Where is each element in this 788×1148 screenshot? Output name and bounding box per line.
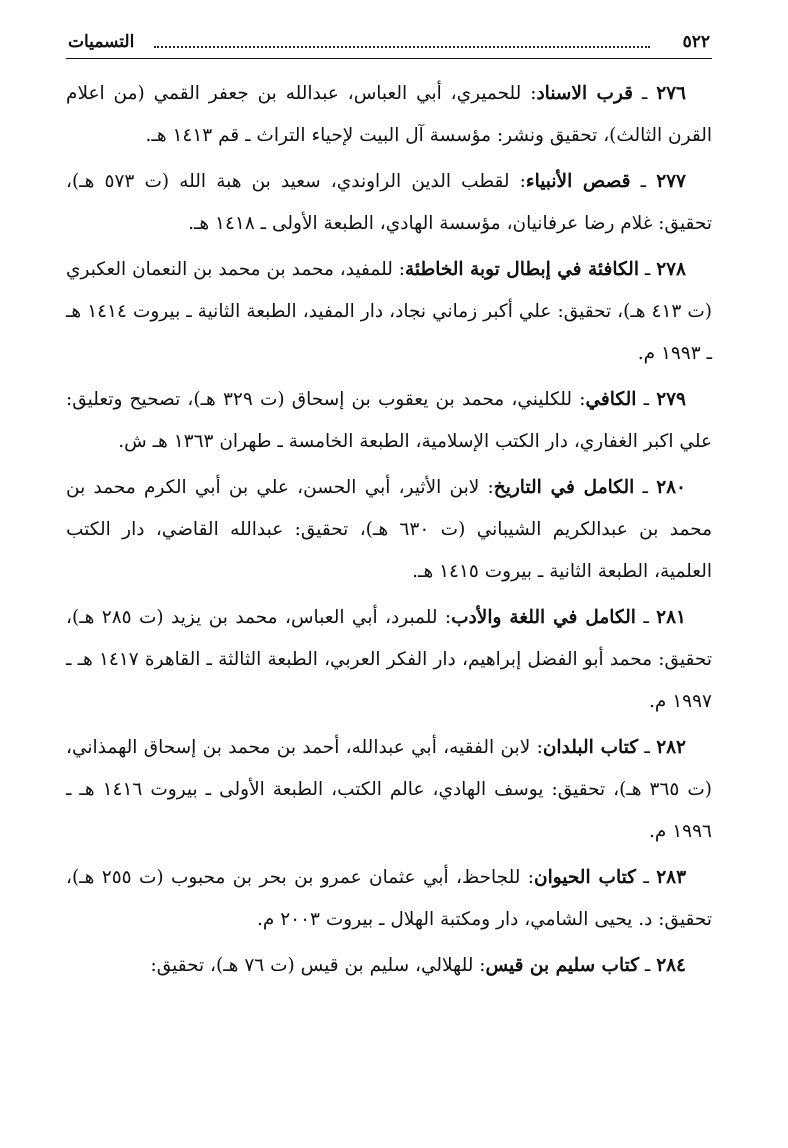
bibliography-entry: ٢٨١ ـ الكامل في اللغة والأدب: للمبرد، أبي العباس، محمد بن يزيد (ت ٢٨٥ هـ)، تحقيق: محمد أبو الفضل إبراهيم، دار الفكر العربي، الطبعة الثالثة ـ القاهرة ١٤١٧ هـ ـ ١٩٩٧ م. — [66, 607, 712, 712]
entry-number: ٢٧٩ — [656, 389, 686, 410]
entry-text: لابن الأثير، أبي الحسن، علي بن أبي الكرم محمد بن محمد بن عبدالكريم الشيباني (ت ٦٣٠ هـ)، تحقيق: عبدالله القاضي، دار الكتب العلمية، الطبعة الثانية ـ بيروت ١٤١٥ هـ. — [66, 477, 712, 582]
bibliography-entry: ٢٨٢ ـ كتاب البلدان: لابن الفقيه، أبي عبدالله، أحمد بن محمد بن إسحاق الهمذاني، (ت ٣٦٥ هـ)، تحقيق: يوسف الهادي، عالم الكتب، الطبعة الأولى ـ بيروت ١٤١٦ هـ ـ ١٩٩٦ م. — [66, 737, 712, 842]
page-number: ٥٢٢ — [682, 32, 710, 52]
entry-title: كتاب البلدان — [542, 737, 639, 758]
entry-number: ٢٨٠ — [656, 477, 686, 498]
book-page — [66, 30, 712, 1118]
entry-title: قرب الاسناد — [536, 83, 633, 104]
bibliography-entry: ٢٨٤ ـ كتاب سليم بن قيس: للهلالي، سليم بن قيس (ت ٧٦ هـ)، تحقيق: — [150, 955, 686, 976]
entry-number: ٢٨٤ — [656, 955, 686, 976]
entry-text: للجاحظ، أبي عثمان عمرو بن بحر بن محبوب (ت ٢٥٥ هـ)، تحقيق: د. يحيى الشامي، دار ومكتبة الهلال ـ بيروت ٢٠٠٣ م. — [66, 867, 712, 930]
header-dot-leader — [154, 46, 650, 48]
entry-text: لابن الفقيه، أبي عبدالله، أحمد بن محمد بن إسحاق الهمذاني، (ت ٣٦٥ هـ)، تحقيق: يوسف الهادي، عالم الكتب، الطبعة الأولى ـ بيروت ١٤١٦ هـ ـ ١٩٩٦ م. — [66, 737, 712, 842]
entry-text: للهلالي، سليم بن قيس (ت ٧٦ هـ)، تحقيق: — [150, 955, 474, 976]
entry-text: للمفيد، محمد بن محمد بن النعمان العكبري (ت ٤١٣ هـ)، تحقيق: علي أكبر زماني نجاد، دار المفيد، الطبعة الثانية ـ بيروت ١٤١٤ هـ ـ ١٩٩٣ م. — [66, 259, 713, 364]
bibliography-entry: ٢٧٦ ـ قرب الاسناد: للحميري، أبي العباس، عبدالله بن جعفر القمي (من اعلام القرن الثالث)، تحقيق ونشر: مؤسسة آل البيت لإحياء التراث ـ قم ١٤١٣ هـ. — [66, 83, 712, 146]
entry-title: كتاب سليم بن قيس — [485, 955, 639, 976]
bibliography-entry: ٢٧٨ ـ الكافئة في إبطال توبة الخاطئة: للمفيد، محمد بن محمد بن النعمان العكبري (ت ٤١٣ هـ)، تحقيق: علي أكبر زماني نجاد، دار المفيد، الطبعة الثانية ـ بيروت ١٤١٤ هـ ـ ١٩٩٣ م. — [66, 259, 713, 364]
entry-title: الكامل في التاريخ — [493, 477, 635, 498]
entry-text: للكليني، محمد بن يعقوب بن إسحاق (ت ٣٢٩ هـ)، تصحيح وتعليق: علي اكبر الغفاري، دار الكتب الإسلامية، الطبعة الخامسة ـ طهران ١٣٦٣ هـ ش. — [66, 389, 712, 452]
bibliography-entry: ٢٨٠ ـ الكامل في التاريخ: لابن الأثير، أبي الحسن، علي بن أبي الكرم محمد بن محمد بن عبدالكريم الشيباني (ت ٦٣٠ هـ)، تحقيق: عبدالله القاضي، دار الكتب العلمية، الطبعة الثانية ـ بيروت ١٤١٥ هـ. — [66, 477, 712, 582]
bibliography-entry: ٢٧٩ ـ الكافي: للكليني، محمد بن يعقوب بن إسحاق (ت ٣٢٩ هـ)، تصحيح وتعليق: علي اكبر الغفاري، دار الكتب الإسلامية، الطبعة الخامسة ـ طهران ١٣٦٣ هـ ش. — [66, 389, 712, 452]
entry-number: ٢٧٧ — [656, 171, 686, 192]
entry-number: ٢٨٣ — [656, 867, 687, 888]
running-title: التسميات — [68, 32, 135, 52]
entry-title: الكافي — [585, 389, 637, 410]
entry-title: الكامل في اللغة والأدب — [451, 607, 636, 628]
entry-number: ٢٧٨ — [656, 259, 686, 280]
bibliography-entry: ٢٧٧ ـ قصص الأنبياء: لقطب الدين الراوندي، سعيد بن هبة الله (ت ٥٧٣ هـ)، تحقيق: غلام رضا عرفانيان، مؤسسة الهادي، الطبعة الأولى ـ ١٤١٨ هـ. — [66, 171, 712, 234]
entry-number: ٢٨٢ — [656, 737, 686, 758]
entry-text: لقطب الدين الراوندي، سعيد بن هبة الله (ت ٥٧٣ هـ)، تحقيق: غلام رضا عرفانيان، مؤسسة الهادي، الطبعة الأولى ـ ١٤١٨ هـ. — [66, 171, 712, 234]
entry-title: كتاب الحيوان — [534, 867, 636, 888]
running-header — [66, 30, 712, 59]
bibliography-entry: ٢٨٣ ـ كتاب الحيوان: للجاحظ، أبي عثمان عمرو بن بحر بن محبوب (ت ٢٥٥ هـ)، تحقيق: د. يحيى الشامي، دار ومكتبة الهلال ـ بيروت ٢٠٠٣ م. — [66, 867, 712, 930]
entry-number: ٢٨١ — [656, 607, 686, 628]
entry-text: للحميري، أبي العباس، عبدالله بن جعفر القمي (من اعلام القرن الثالث)، تحقيق ونشر: مؤسسة آل البيت لإحياء التراث ـ قم ١٤١٣ هـ. — [66, 83, 712, 146]
entry-title: قصص الأنبياء — [525, 171, 631, 192]
entry-text: للمبرد، أبي العباس، محمد بن يزيد (ت ٢٨٥ هـ)، تحقيق: محمد أبو الفضل إبراهيم، دار الفكر العربي، الطبعة الثالثة ـ القاهرة ١٤١٧ هـ ـ ١٩٩٧ م. — [66, 607, 712, 712]
entry-title: الكافئة في إبطال توبة الخاطئة — [404, 259, 639, 280]
entry-number: ٢٧٦ — [656, 83, 686, 104]
bibliography-list — [66, 73, 712, 987]
